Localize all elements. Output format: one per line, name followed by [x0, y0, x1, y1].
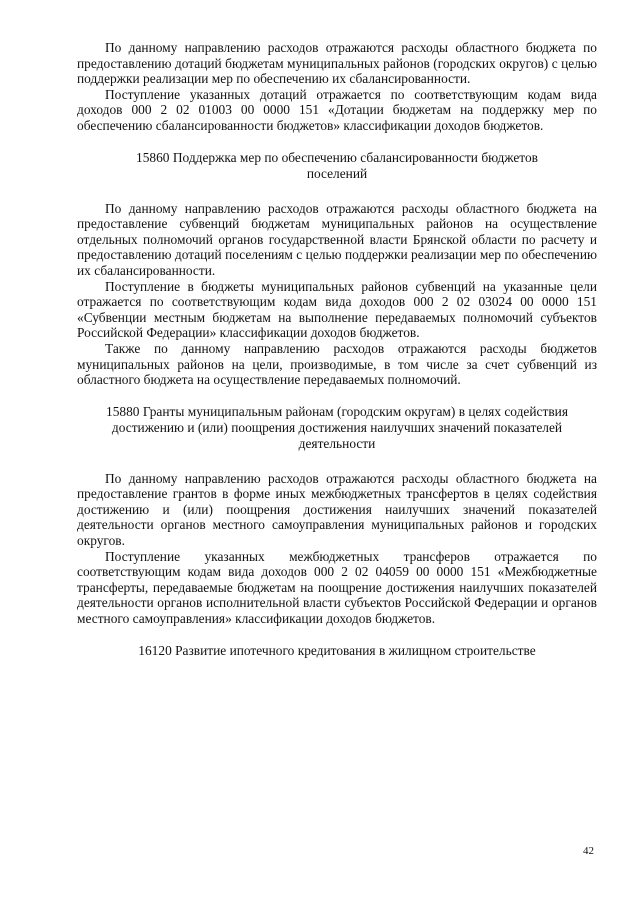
- page-number: 42: [583, 845, 594, 857]
- paragraph-15860-purpose: По данному направлению расходов отражаются расходы областного бюджета на предоставление субвенций бюджетам муниципальных районов на осуществление отдельных полномочий органов государственной власти Брянской области по расчету и предоставлению дотаций поселениям с целью поддержки реализации мер по обеспечению их сбалансированности.: [77, 200, 597, 278]
- section-heading-16120: 16120 Развитие ипотечного кредитования в жилищном строительстве: [138, 642, 536, 658]
- paragraph-15880-income-codes: Поступление указанных межбюджетных трансферов отражается по соответствующим кодам вида доходов 000 2 02 04059 00 0000 151 «Межбюджетные трансферты, передаваемые бюджетам на поощрение достижения наилучших показателей деятельности органов исполнительной власти субъектов Российской Федерации и органов местного самоуправления» классификации доходов бюджетов.: [77, 548, 597, 627]
- paragraph-15880-purpose: По данному направлению расходов отражаются расходы областного бюджета на предоставление грантов в форме иных межбюджетных трансфертов в целях содействия достижению и (или) поощрения достижения наилучших значений показателей деятельности органов местного самоуправления муниципальных районов и городских округов.: [77, 470, 597, 549]
- paragraph-subsidy-purpose: По данному направлению расходов отражаются расходы областного бюджета по предоставлению дотаций бюджетам муниципальных районов (городских округов) с целью поддержки реализации мер по обеспечению их сбалансированности.: [77, 40, 597, 87]
- paragraph-subsidy-income-codes: Поступление указанных дотаций отражается по соответствующим кодам вида доходов 000 2 02 01003 00 0000 151 «Дотации бюджетам на поддержку мер по обеспечению сбалансированности бюджетов» классификации доходов бюджетов.: [77, 86, 597, 133]
- section-heading-15880: 15880 Гранты муниципальным районам (городским округам) в целях содействия достижению и (или) поощрения достижения наилучших значений показателей деятельности: [106, 403, 568, 451]
- section-heading-15860: 15860 Поддержка мер по обеспечению сбалансированности бюджетов поселений: [136, 149, 538, 181]
- paragraph-15860-income-codes: Поступление в бюджеты муниципальных районов субвенций на указанные цели отражается по соответствующим кодам вида доходов 000 2 02 03024 00 0000 151 «Субвенции местным бюджетам на выполнение передаваемых полномочий субъектов Российской Федерации» классификации доходов бюджетов.: [77, 278, 597, 341]
- paragraph-15860-municipal-expenses: Также по данному направлению расходов отражаются расходы бюджетов муниципальных районов на цели, производимые, в том числе за счет субвенций из областного бюджета на осуществление передаваемых полномочий.: [77, 340, 597, 388]
- page-content: [77, 40, 597, 659]
